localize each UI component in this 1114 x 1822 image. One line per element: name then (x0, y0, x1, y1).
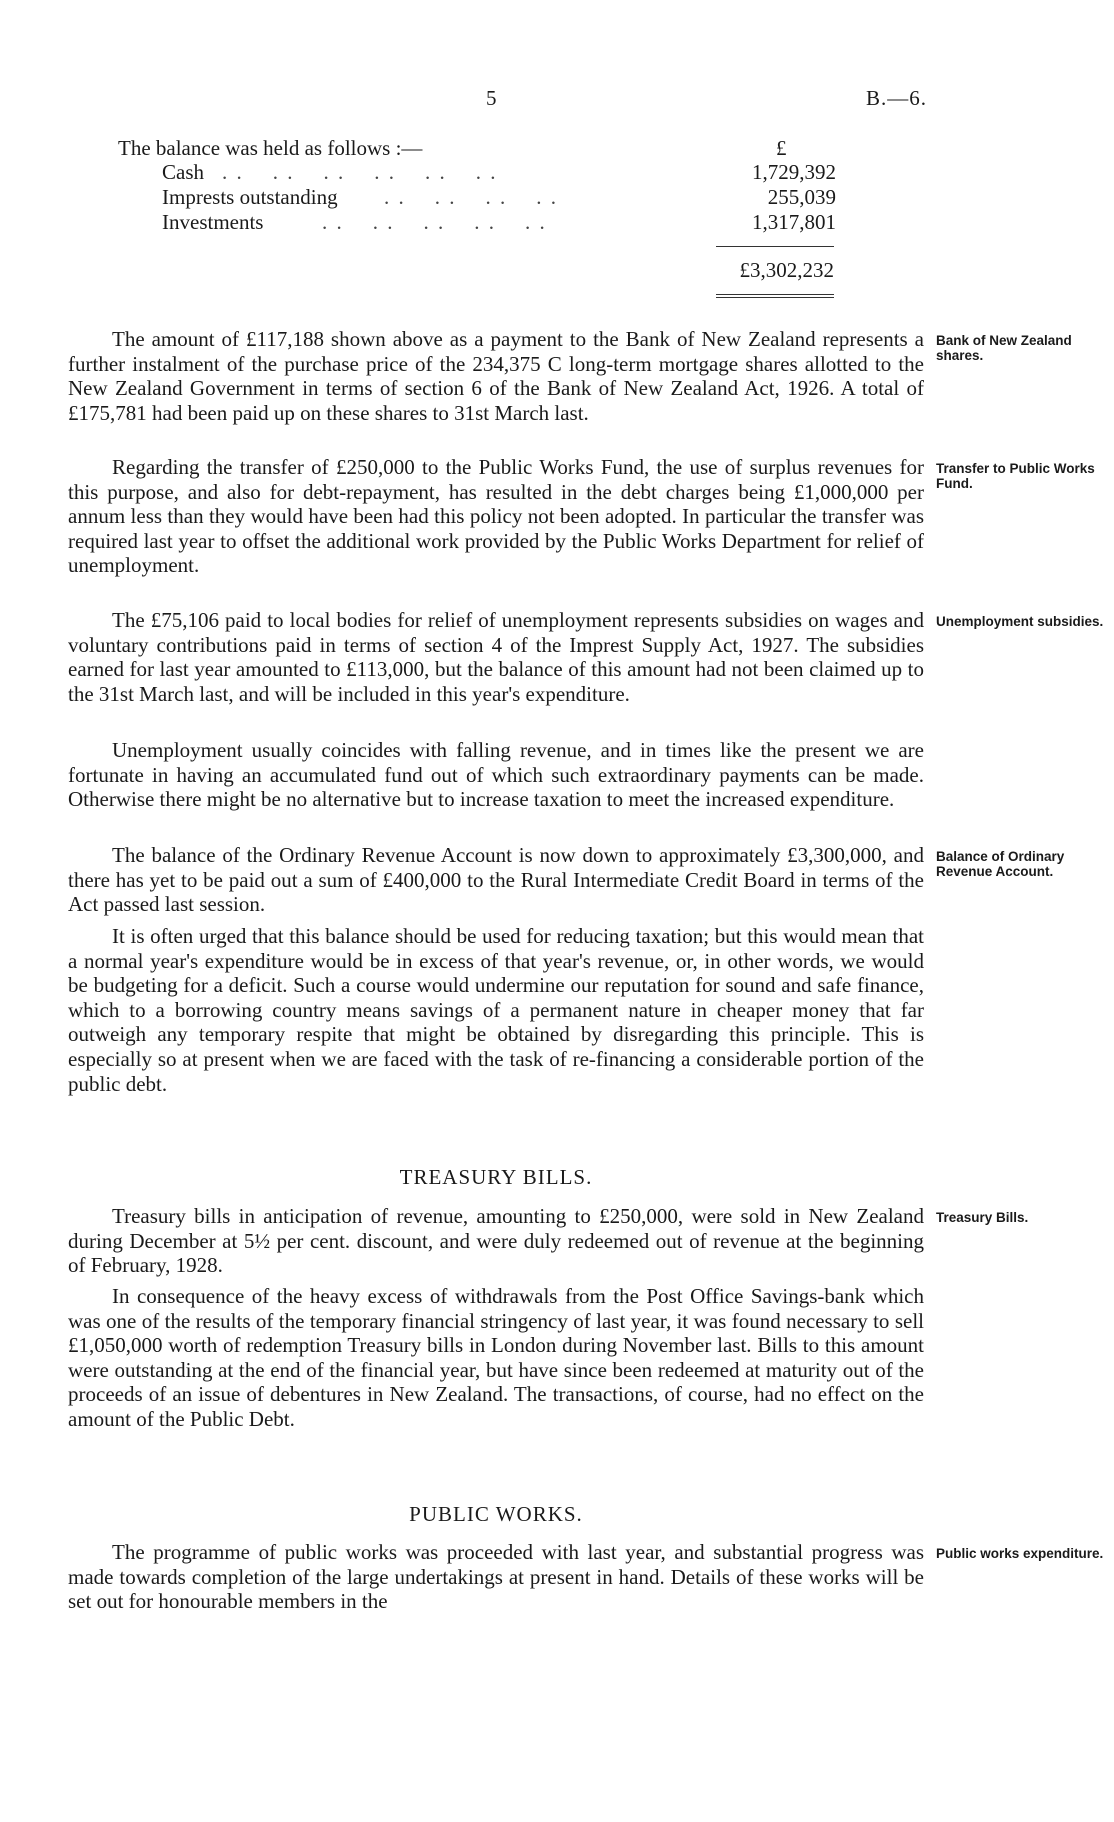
balance-row-label: Cash (162, 160, 204, 184)
currency-heading: £ (776, 136, 787, 160)
paragraph-unemployment-subsidies: The £75,106 paid to local bodies for relief of unemployment represents subsidies on wages and voluntary contributions paid in terms of section 4 of the Imprest Supply Act, 1927. The subsidies earned for last year amounted to £113,000, but the balance of this amount had not been claimed up to the 31st March last, and will be included in this year's expenditure. (68, 608, 924, 706)
paragraph-taxation: It is often urged that this balance should be used for reducing taxation; but this would mean that a normal year's expenditure would be in excess of that year's revenue, or, in other words, we would be budgeting for a deficit. Such a course would undermine our reputation for sound and safe finance, which to a borrowing country means savings of a permanent nature in cheaper money that far outweigh any temporary respite that might be obtained by disregarding this principle. This is especially so at present when we are faced with the task of re-financing a considerable portion of the public debt. (68, 924, 924, 1096)
balance-intro: The balance was held as follows :— (118, 136, 423, 160)
total-rule-top (716, 294, 834, 295)
document-reference: B.—6. (866, 86, 928, 110)
balance-row-label: Investments (162, 210, 264, 234)
side-note-public-works: Public works expenditure. (936, 1546, 1104, 1561)
balance-row-investments (162, 210, 836, 236)
balance-row-imprests (162, 185, 836, 211)
balance-row-label: Imprests outstanding (162, 185, 338, 209)
leader-dots: . . . . . . . . . . . . (222, 160, 498, 184)
paragraph-treasury-bills: Treasury bills in anticipation of revenue, amounting to £250,000, were sold in New Zealand during December at 5½ per cent. discount, and were duly redeemed out of revenue at the beginning of February, 1928. (68, 1204, 924, 1278)
paragraph-unemployment-revenue: Unemployment usually coincides with falling revenue, and in times like the present we are fortunate in having an accumulated fund out of which such extraordinary payments can be made. Otherwise there might be no alternative but to increase taxation to meet the increased expenditure. (68, 738, 924, 812)
paragraph-public-works-transfer: Regarding the transfer of £250,000 to the Public Works Fund, the use of surplus revenues for this purpose, and also for debt-repayment, has resulted in the debt charges being £1,000,000 per annum less than they would have been had this policy not been adopted. In particular the transfer was required last year to offset the additional work provided by the Public Works Department for relief of unemployment. (68, 455, 924, 578)
balance-total: £3,302,232 (739, 258, 834, 282)
paragraph-bank-shares: The amount of £117,188 shown above as a payment to the Bank of New Zealand represents a further instalment of the purchase price of the 234,375 C long-term mortgage shares allotted to the New Zealand Government in terms of section 6 of the Bank of New Zealand Act, 1926. A total of £175,781 had been paid up on these shares to 31st March last. (68, 327, 924, 425)
page-header (0, 86, 1114, 114)
page-number: 5 (486, 86, 497, 110)
balance-row-amount: 255,039 (767, 185, 836, 209)
side-note-unemployment: Unemployment subsidies. (936, 614, 1104, 629)
side-note-transfer: Transfer to Public Works Fund. (936, 461, 1095, 491)
section-title-public-works: PUBLIC WORKS. (409, 1502, 583, 1526)
balance-row-amount: 1,317,801 (752, 210, 836, 234)
side-note-treasury-bills: Treasury Bills. (936, 1210, 1029, 1225)
leader-dots: . . . . . . . . (384, 185, 558, 209)
total-rule-bottom (716, 297, 834, 298)
paragraph-public-works: The programme of public works was proceeded with last year, and substantial progress was made towards completion of the large undertakings at present in hand. Details of these works will be set out for honourable members in the (68, 1540, 924, 1614)
side-note-bank-shares: Bank of New Zealand shares. (936, 333, 1072, 363)
side-note-ordinary-revenue: Balance of Ordinary Revenue Account. (936, 849, 1065, 879)
paragraph-savings-bank: In consequence of the heavy excess of withdrawals from the Post Office Savings-bank which was one of the results of the temporary financial stringency of last year, it was found necessary to sell £1,050,000 worth of redemption Treasury bills in London during November last. Bills to this amount were outstanding at the end of the financial year, but have since been redeemed at maturity out of the proceeds of an issue of debentures in New Zealand. The transactions, of course, had no effect on the amount of the Public Debt. (68, 1284, 924, 1431)
sum-rule (716, 246, 834, 247)
section-title-treasury-bills: TREASURY BILLS. (399, 1165, 593, 1189)
balance-row-cash (162, 160, 836, 186)
leader-dots: . . . . . . . . . . (322, 210, 547, 234)
balance-row-amount: 1,729,392 (752, 160, 836, 184)
paragraph-ordinary-revenue: The balance of the Ordinary Revenue Account is now down to approximately £3,300,000, and there has yet to be paid out a sum of £400,000 to the Rural Intermediate Credit Board in terms of the Act passed last session. (68, 843, 924, 917)
